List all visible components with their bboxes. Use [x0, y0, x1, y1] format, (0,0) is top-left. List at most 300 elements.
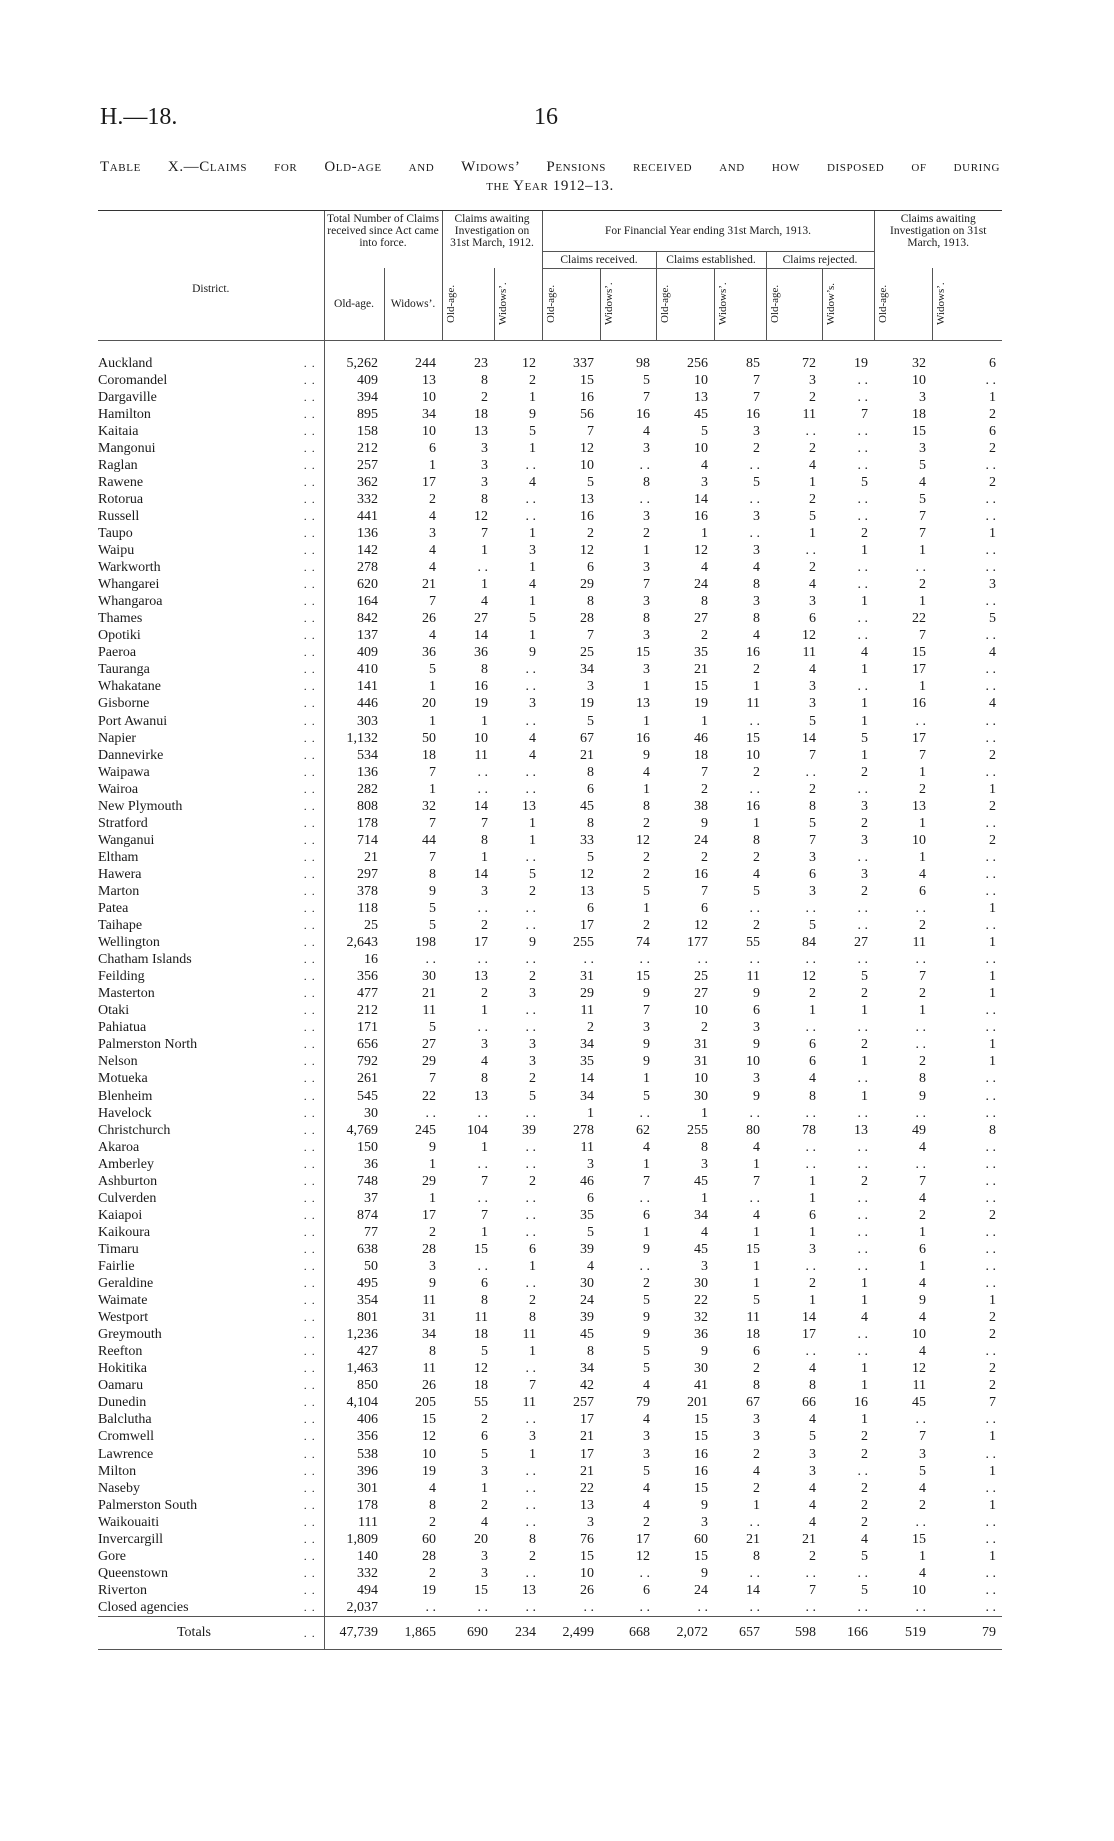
- table-cell: 5: [587, 849, 594, 865]
- table-cell: 4: [481, 1054, 488, 1070]
- table-cell: 7: [809, 747, 816, 763]
- district-header: District.: [98, 211, 324, 341]
- table-cell: 3: [809, 1446, 816, 1462]
- table-cell: 15: [474, 1241, 488, 1257]
- table-cell: 1: [989, 781, 996, 797]
- table-cell: . .: [525, 1480, 536, 1496]
- table-cell: . .: [857, 1327, 868, 1343]
- table-cell: 5: [643, 1293, 650, 1309]
- leader-dots: . .: [303, 1020, 316, 1035]
- rejected-widows-header: Widow’s.: [824, 282, 837, 326]
- leader-dots: . .: [303, 645, 316, 660]
- table-cell: 17: [802, 1327, 816, 1343]
- table-cell: 1: [429, 1190, 436, 1206]
- table-cell: 4: [643, 764, 650, 780]
- table-row: [98, 559, 1002, 576]
- table-cell: 2: [919, 986, 926, 1002]
- table-cell: 10: [694, 1003, 708, 1019]
- table-cell: 19: [422, 1582, 436, 1598]
- table-cell: 2: [809, 491, 816, 507]
- table-cell: 297: [324, 866, 384, 883]
- table-cell: . .: [985, 918, 996, 934]
- table-cell: . .: [525, 1207, 536, 1223]
- district-name: Masterton: [98, 986, 155, 1002]
- table-cell: . .: [805, 1599, 816, 1615]
- table-cell: 278: [573, 1122, 594, 1138]
- district-name: Napier: [98, 730, 137, 746]
- table-cell: . .: [639, 1565, 650, 1581]
- table-cell: 1: [919, 849, 926, 865]
- district-name: Amberley: [98, 1156, 154, 1172]
- table-cell: 4: [643, 1378, 650, 1394]
- table-cell: . .: [749, 781, 760, 797]
- table-cell: 5: [809, 508, 816, 524]
- established-old-age-header: Old-age.: [658, 284, 671, 324]
- table-cell: 3: [989, 577, 996, 593]
- table-cell: 2: [753, 440, 760, 456]
- table-cell: . .: [857, 1020, 868, 1036]
- table-cell: . .: [425, 1105, 436, 1121]
- table-row: [98, 1122, 1002, 1139]
- table-cell: . .: [985, 508, 996, 524]
- table-cell: 7: [643, 389, 650, 405]
- table-cell: 4: [919, 1310, 926, 1326]
- table-cell: 5: [429, 901, 436, 917]
- table-cell: . .: [985, 1224, 996, 1240]
- table-cell: 2: [861, 1429, 868, 1445]
- table-cell: . .: [697, 952, 708, 968]
- district-name: Havelock: [98, 1105, 152, 1121]
- leader-dots: . .: [303, 1531, 316, 1546]
- table-cell: 14: [474, 866, 488, 882]
- leader-dots: . .: [303, 594, 316, 609]
- table-cell: 16: [694, 866, 708, 882]
- table-cell: 5: [701, 423, 708, 439]
- table-cell: 13: [522, 798, 536, 814]
- table-cell: 4: [919, 866, 926, 882]
- table-cell: 2: [529, 883, 536, 899]
- table-cell: 26: [580, 1582, 594, 1598]
- leader-dots: . .: [303, 1173, 316, 1188]
- table-cell: 7: [481, 815, 488, 831]
- table-cell: 20: [422, 696, 436, 712]
- table-cell: 24: [694, 577, 708, 593]
- table-cell: . .: [749, 1105, 760, 1121]
- table-cell: 3: [753, 508, 760, 524]
- table-cell: . .: [525, 713, 536, 729]
- table-cell: 1: [861, 1276, 868, 1292]
- district-name: Cromwell: [98, 1429, 154, 1445]
- table-cell: 1: [529, 440, 536, 456]
- table-cell: 3: [429, 525, 436, 541]
- table-cell: 5: [919, 457, 926, 473]
- table-cell: 9: [753, 1088, 760, 1104]
- table-cell: 4: [919, 1190, 926, 1206]
- awaiting-1912-old-age-header: Old-age.: [444, 284, 457, 323]
- table-cell: 5: [643, 1463, 650, 1479]
- table-cell: . .: [805, 1344, 816, 1360]
- table-row: [98, 1531, 1002, 1548]
- table-cell: 30: [694, 1361, 708, 1377]
- table-cell: 5: [429, 1020, 436, 1036]
- table-cell: 27: [474, 611, 488, 627]
- table-cell: 11: [912, 1378, 926, 1394]
- table-row: [98, 1207, 1002, 1224]
- table-row: [98, 1292, 1002, 1309]
- table-cell: 29: [580, 577, 594, 593]
- leader-dots: . .: [303, 560, 316, 575]
- district-name: Invercargill: [98, 1531, 164, 1547]
- table-cell: 4: [429, 543, 436, 559]
- table-cell: 5: [809, 713, 816, 729]
- table-cell: 1: [701, 1190, 708, 1206]
- table-cell: . .: [749, 491, 760, 507]
- leader-dots: . .: [303, 1446, 316, 1461]
- table-row: [98, 1105, 1002, 1122]
- table-cell: 4: [919, 1344, 926, 1360]
- table-cell: . .: [985, 1020, 996, 1036]
- table-cell: . .: [857, 679, 868, 695]
- district-name: Westport: [98, 1310, 149, 1326]
- table-cell: 850: [324, 1377, 384, 1394]
- leader-dots: . .: [303, 628, 316, 643]
- table-cell: 7: [753, 389, 760, 405]
- table-cell: 4: [809, 1497, 816, 1513]
- table-cell: . .: [857, 628, 868, 644]
- table-cell: 7: [429, 594, 436, 610]
- table-cell: 15: [580, 1548, 594, 1564]
- table-cell: 9: [643, 986, 650, 1002]
- leader-dots: . .: [303, 1463, 316, 1478]
- table-cell: 2: [481, 986, 488, 1002]
- table-row: [98, 1002, 1002, 1019]
- table-cell: 3: [753, 1020, 760, 1036]
- table-cell: 67: [580, 730, 594, 746]
- table-cell: 362: [324, 474, 384, 491]
- table-cell: 5: [989, 611, 996, 627]
- table-cell: 6: [529, 1241, 536, 1257]
- table-row: [98, 1053, 1002, 1070]
- table-cell: 141: [324, 678, 384, 695]
- district-name: Whangaroa: [98, 594, 163, 610]
- leader-dots: . .: [303, 798, 316, 813]
- table-row: [98, 389, 1002, 406]
- district-name: Palmerston North: [98, 1037, 198, 1053]
- table-cell: 8: [809, 1088, 816, 1104]
- table-cell: 35: [580, 1054, 594, 1070]
- table-cell: 18: [422, 747, 436, 763]
- table-cell: . .: [639, 1259, 650, 1274]
- table-row: [98, 1309, 1002, 1326]
- table-cell: 67: [746, 1395, 760, 1411]
- table-cell: 7: [919, 508, 926, 524]
- leader-dots: . .: [303, 1497, 316, 1512]
- table-cell: 2: [809, 986, 816, 1002]
- table-cell: . .: [985, 849, 996, 865]
- table-cell: . .: [985, 764, 996, 780]
- table-cell: 2: [429, 491, 436, 507]
- table-cell: 4: [753, 1463, 760, 1479]
- table-cell: 24: [694, 832, 708, 848]
- table-cell: 1: [809, 1173, 816, 1189]
- table-cell: 7: [429, 1071, 436, 1087]
- table-cell: 16: [324, 951, 384, 968]
- district-name: Waikouaiti: [98, 1514, 160, 1530]
- table-cell: 9: [643, 747, 650, 763]
- table-row: [98, 1360, 1002, 1377]
- table-cell: 18: [474, 1327, 488, 1343]
- table-cell: 1: [529, 560, 536, 576]
- table-cell: 39: [580, 1241, 594, 1257]
- table-row: [98, 1241, 1002, 1258]
- table-cell: 427: [324, 1343, 384, 1360]
- totals-cell: 79: [932, 1616, 1002, 1649]
- table-cell: 2: [643, 918, 650, 934]
- table-cell: 4: [643, 1497, 650, 1513]
- table-cell: 1: [701, 713, 708, 729]
- established-widows-header: Widows’.: [716, 282, 729, 326]
- table-cell: 56: [580, 406, 594, 422]
- table-row: [98, 1514, 1002, 1531]
- table-cell: 23: [474, 355, 488, 371]
- table-cell: 2: [643, 1276, 650, 1292]
- table-cell: 3: [643, 662, 650, 678]
- table-cell: 8: [481, 491, 488, 507]
- table-cell: 1: [587, 1105, 594, 1121]
- district-name: Marton: [98, 883, 140, 899]
- table-cell: . .: [639, 1599, 650, 1615]
- totals-cell: 166: [822, 1616, 874, 1649]
- table-cell: . .: [857, 577, 868, 593]
- table-cell: 136: [324, 764, 384, 781]
- table-cell: 137: [324, 627, 384, 644]
- table-cell: . .: [805, 901, 816, 917]
- table-cell: . .: [985, 594, 996, 610]
- table-cell: 5: [429, 918, 436, 934]
- table-cell: 4: [809, 1071, 816, 1087]
- table-cell: 3: [587, 1514, 594, 1530]
- table-cell: 30: [580, 1276, 594, 1292]
- table-cell: 8: [643, 474, 650, 490]
- table-cell: 3: [809, 849, 816, 865]
- table-cell: . .: [985, 866, 996, 882]
- total-widows-header: Widows’.: [384, 268, 442, 340]
- table-cell: 2: [989, 798, 996, 814]
- table-cell: 3: [481, 1037, 488, 1053]
- table-cell: 7: [481, 1173, 488, 1189]
- table-cell: 6: [587, 781, 594, 797]
- table-cell: 5: [753, 474, 760, 490]
- table-cell: . .: [525, 918, 536, 934]
- table-cell: 8: [481, 1071, 488, 1087]
- table-cell: 45: [912, 1395, 926, 1411]
- table-cell: 13: [580, 1497, 594, 1513]
- table-cell: 9: [701, 1344, 708, 1360]
- table-cell: . .: [525, 1514, 536, 1530]
- table-cell: . .: [477, 901, 488, 917]
- table-cell: 3: [587, 679, 594, 695]
- table-cell: 2: [429, 1514, 436, 1530]
- table-cell: 1: [529, 594, 536, 610]
- table-cell: 14: [746, 1582, 760, 1598]
- table-cell: 2: [481, 1497, 488, 1513]
- table-cell: 5: [429, 662, 436, 678]
- table-cell: 5: [529, 611, 536, 627]
- table-cell: 11: [802, 406, 816, 422]
- table-row: [98, 849, 1002, 866]
- table-cell: 1: [481, 1139, 488, 1155]
- table-cell: 17: [580, 1446, 594, 1462]
- table-cell: 26: [422, 611, 436, 627]
- table-cell: 11: [912, 935, 926, 951]
- table-cell: 49: [912, 1122, 926, 1138]
- district-name: Chatham Islands: [98, 952, 192, 968]
- district-name: Gisborne: [98, 696, 150, 712]
- table-row: [98, 1394, 1002, 1411]
- table-cell: 12: [522, 355, 536, 371]
- table-cell: 7: [701, 883, 708, 899]
- table-row: [98, 900, 1002, 917]
- leader-dots: . .: [303, 508, 316, 523]
- table-cell: . .: [583, 952, 594, 968]
- table-cell: 278: [324, 559, 384, 576]
- table-row: [98, 764, 1002, 781]
- table-cell: 7: [481, 1207, 488, 1223]
- table-row: [98, 593, 1002, 610]
- table-cell: 27: [854, 935, 868, 951]
- table-row: [98, 1565, 1002, 1582]
- table-cell: 3: [701, 474, 708, 490]
- leader-dots: . .: [303, 1480, 316, 1495]
- table-cell: 10: [746, 1054, 760, 1070]
- table-row: [98, 1258, 1002, 1275]
- table-cell: 1: [481, 1224, 488, 1240]
- table-cell: . .: [857, 1344, 868, 1360]
- table-cell: 6: [643, 1207, 650, 1223]
- table-cell: 5: [861, 474, 868, 490]
- table-cell: 3: [809, 594, 816, 610]
- table-cell: . .: [805, 952, 816, 968]
- table-cell: 2: [861, 815, 868, 831]
- table-cell: 9: [919, 1088, 926, 1104]
- table-cell: 337: [573, 355, 594, 371]
- table-cell: . .: [985, 1259, 996, 1274]
- table-cell: 19: [422, 1463, 436, 1479]
- table-cell: 1: [753, 1259, 760, 1274]
- table-cell: . .: [985, 1344, 996, 1360]
- table-body: [98, 340, 1002, 1616]
- table-row: [98, 491, 1002, 508]
- district-name: Kaikoura: [98, 1224, 151, 1240]
- table-cell: 1: [861, 747, 868, 763]
- totals-cell: 2,072: [656, 1616, 714, 1649]
- table-cell: 3: [529, 696, 536, 712]
- leader-dots: . .: [303, 491, 316, 506]
- table-cell: 3: [481, 457, 488, 473]
- table-cell: 245: [415, 1122, 436, 1138]
- table-cell: 2: [481, 918, 488, 934]
- table-cell: 8: [701, 594, 708, 610]
- table-cell: 1: [809, 474, 816, 490]
- district-name: Kaiapoi: [98, 1207, 143, 1223]
- table-cell: 1: [919, 1259, 926, 1274]
- table-cell: 494: [324, 1582, 384, 1599]
- table-cell: 2: [429, 1565, 436, 1581]
- table-cell: 2: [529, 1071, 536, 1087]
- table-cell: . .: [915, 1412, 926, 1428]
- table-cell: 15: [636, 969, 650, 985]
- table-cell: 17: [912, 730, 926, 746]
- table-cell: 60: [422, 1531, 436, 1547]
- table-cell: 3: [529, 543, 536, 559]
- table-row: [98, 968, 1002, 985]
- table-cell: 6: [989, 423, 996, 439]
- table-cell: 13: [854, 1122, 868, 1138]
- table-row: [98, 1411, 1002, 1428]
- table-cell: . .: [805, 1156, 816, 1172]
- leader-dots: . .: [303, 849, 316, 864]
- table-cell: . .: [525, 1003, 536, 1019]
- table-cell: . .: [639, 457, 650, 473]
- table-cell: 4: [919, 474, 926, 490]
- table-cell: 2: [919, 1207, 926, 1223]
- table-row: [98, 1582, 1002, 1599]
- table-cell: 77: [324, 1224, 384, 1241]
- table-cell: 4: [529, 474, 536, 490]
- table-cell: . .: [525, 1276, 536, 1292]
- page-number: 16: [534, 104, 558, 130]
- table-cell: 2: [753, 918, 760, 934]
- table-cell: 10: [912, 1327, 926, 1343]
- table-cell: 6: [429, 440, 436, 456]
- table-cell: 31: [694, 1037, 708, 1053]
- table-cell: 3: [643, 1429, 650, 1445]
- table-cell: 7: [643, 1173, 650, 1189]
- caption-line-1: Table X.—Claims for Old-age and Widows’ Pensions received and how disposed of during: [100, 159, 1000, 175]
- table-row: [98, 372, 1002, 389]
- table-cell: 2: [809, 781, 816, 797]
- table-cell: . .: [857, 423, 868, 439]
- table-cell: 29: [422, 1054, 436, 1070]
- table-cell: 3: [809, 883, 816, 899]
- district-name: Opotiki: [98, 628, 141, 644]
- table-cell: 3: [481, 1548, 488, 1564]
- table-cell: 18: [474, 406, 488, 422]
- claims-established-header: Claims established.: [656, 251, 766, 268]
- table-cell: 15: [422, 1412, 436, 1428]
- table-cell: . .: [985, 713, 996, 729]
- table-cell: 2: [529, 372, 536, 388]
- table-cell: 8: [753, 832, 760, 848]
- table-cell: . .: [985, 815, 996, 831]
- table-cell: 441: [324, 508, 384, 525]
- table-cell: 13: [474, 423, 488, 439]
- table-cell: 1: [529, 389, 536, 405]
- table-cell: 1: [481, 1003, 488, 1019]
- district-name: Timaru: [98, 1241, 139, 1257]
- table-cell: 1,236: [324, 1326, 384, 1343]
- table-cell: 80: [746, 1122, 760, 1138]
- table-cell: 2: [919, 781, 926, 797]
- table-cell: 3: [481, 440, 488, 456]
- table-cell: 17: [580, 918, 594, 934]
- table-cell: 356: [324, 968, 384, 985]
- table-cell: 534: [324, 747, 384, 764]
- table-cell: . .: [985, 457, 996, 473]
- table-cell: . .: [985, 1412, 996, 1428]
- table-cell: 2: [643, 1514, 650, 1530]
- table-cell: . .: [857, 1105, 868, 1121]
